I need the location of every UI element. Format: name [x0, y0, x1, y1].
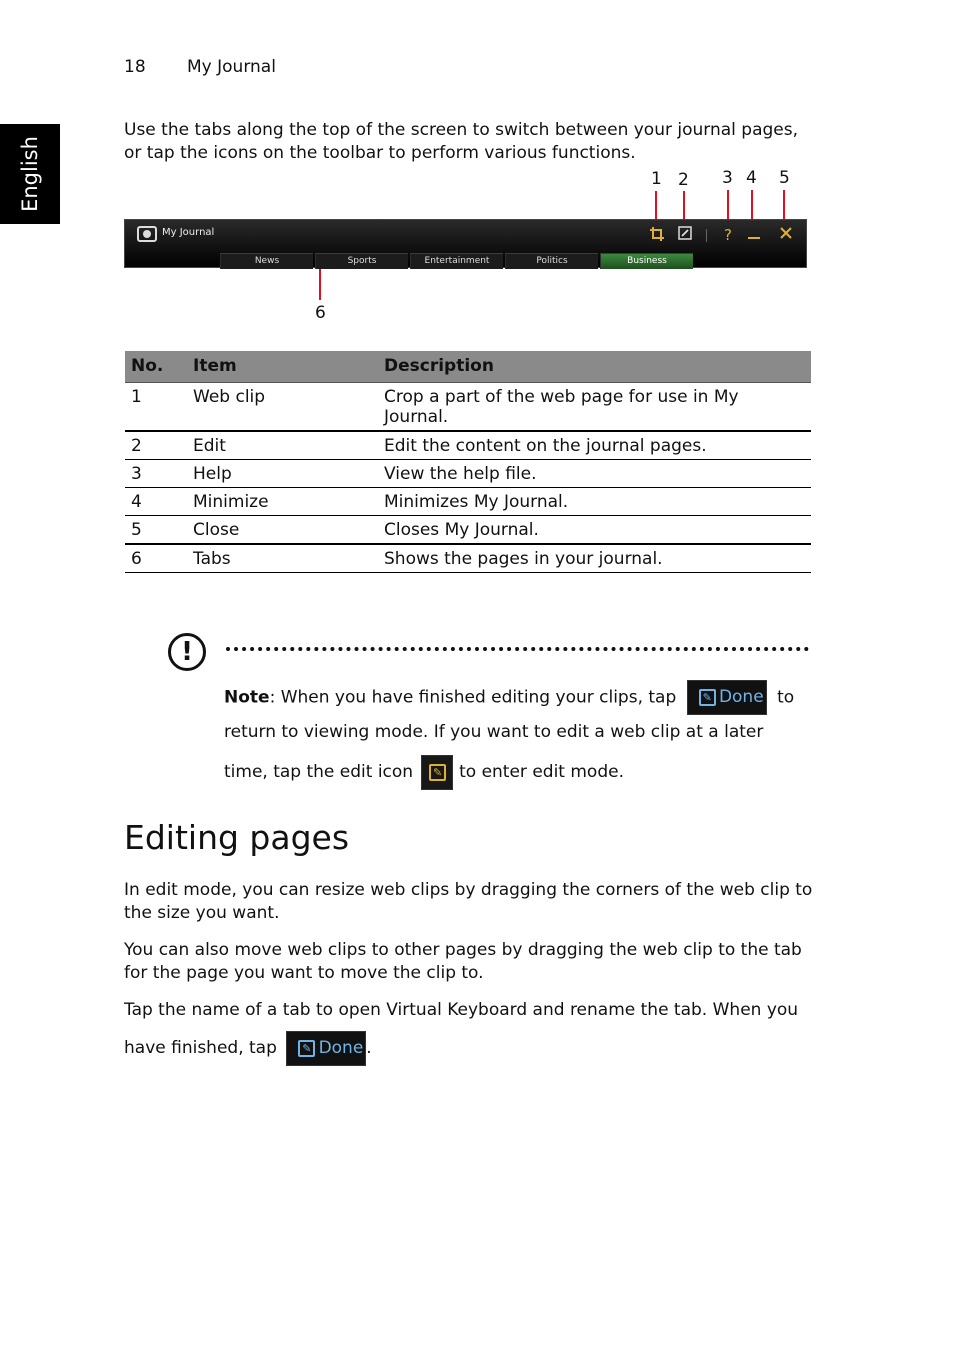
note-line-1	[224, 680, 810, 715]
tab-politics[interactable]: Politics	[505, 253, 598, 269]
row-number: 5	[125, 516, 187, 545]
row-number: 1	[125, 383, 187, 432]
note-text-3b: to enter edit mode.	[459, 762, 624, 782]
toolbar-separator	[706, 229, 707, 242]
pencil-icon: ✎	[699, 689, 716, 706]
toolbar-app-title: My Journal	[162, 227, 215, 238]
table-row	[125, 544, 811, 573]
table-row	[125, 460, 811, 488]
journal-toolbar	[124, 219, 807, 268]
row-item: Close	[187, 516, 378, 545]
table-row	[125, 488, 811, 516]
row-number: 4	[125, 488, 187, 516]
row-item: Tabs	[187, 544, 378, 573]
tab-entertainment[interactable]: Entertainment	[410, 253, 503, 269]
row-description: Edit the content on the journal pages.	[378, 431, 811, 460]
paragraph-move: You can also move web clips to other pages by dragging the web clip to the tab for the page you want to move the clip to.	[124, 940, 802, 983]
column-header-item: Item	[187, 351, 378, 383]
callout-6: 6	[315, 303, 326, 323]
web-clip-icon[interactable]	[648, 226, 666, 244]
row-item: Edit	[187, 431, 378, 460]
row-description: Closes My Journal.	[378, 516, 811, 545]
tab-news[interactable]: News	[220, 253, 313, 269]
note-text-1a: : When you have finished editing your clips, tap	[269, 687, 677, 708]
note-text-1b: to	[777, 687, 795, 708]
edit-button-image	[421, 755, 453, 790]
done-label: Done	[718, 687, 764, 707]
row-description: Minimizes My Journal.	[378, 488, 811, 516]
tab-business[interactable]: Business	[600, 253, 693, 269]
note-text-3a: time, tap the edit icon	[224, 762, 414, 782]
note-warning-icon: !	[168, 633, 206, 671]
intro-paragraph: Use the tabs along the top of the screen to switch between your journal pages, or tap the icons on the toolbar to perform various functions.	[124, 120, 798, 163]
table-row	[125, 383, 811, 432]
table-row	[125, 516, 811, 545]
paragraph-resize: In edit mode, you can resize web clips by dragging the corners of the web clip to the size you want.	[124, 880, 813, 923]
callout-1: 1	[651, 169, 662, 189]
note-line-3	[224, 750, 810, 794]
minimize-icon[interactable]	[745, 226, 763, 244]
section-title: Editing pages	[124, 818, 350, 857]
journal-logo-icon	[137, 226, 157, 242]
language-side-tab	[0, 124, 60, 224]
row-number: 3	[125, 460, 187, 488]
paragraph-finish	[124, 1030, 814, 1066]
language-label: English	[18, 136, 42, 212]
column-header-description: Description	[378, 351, 811, 383]
paragraph-rename: Tap the name of a tab to open Virtual Keyboard and rename the tab. When you	[124, 1000, 799, 1020]
callout-3: 3	[722, 168, 733, 188]
table-header-row	[125, 351, 811, 383]
row-description: Shows the pages in your journal.	[378, 544, 811, 573]
row-item: Web clip	[187, 383, 378, 432]
callout-2: 2	[678, 170, 689, 190]
page-number: 18	[124, 57, 146, 77]
row-description: Crop a part of the web page for use in My Journal.	[378, 383, 811, 432]
edit-icon[interactable]	[676, 226, 694, 244]
row-item: Help	[187, 460, 378, 488]
row-item: Minimize	[187, 488, 378, 516]
callout-4: 4	[746, 168, 757, 188]
pencil-icon: ✎	[298, 1040, 315, 1057]
toolbar-items-table	[125, 351, 811, 573]
callout-line-6	[319, 264, 321, 300]
note-dotted-divider	[226, 647, 809, 651]
running-header: My Journal	[187, 57, 276, 77]
close-icon[interactable]	[777, 226, 795, 244]
column-header-no: No.	[125, 351, 187, 383]
callout-5: 5	[779, 168, 790, 188]
note-line-2: return to viewing mode. If you want to edit a web clip at a later	[224, 722, 764, 742]
tab-sports[interactable]: Sports	[315, 253, 408, 269]
finish-text: have finished, tap	[124, 1038, 277, 1058]
finish-period: .	[366, 1038, 372, 1058]
done-label: Done	[318, 1037, 364, 1058]
row-number: 6	[125, 544, 187, 573]
row-description: View the help file.	[378, 460, 811, 488]
table-row	[125, 431, 811, 460]
done-button-image	[687, 680, 767, 715]
help-icon[interactable]: ?	[724, 226, 732, 244]
row-number: 2	[125, 431, 187, 460]
pencil-icon: ✎	[429, 764, 446, 781]
done-button-image	[286, 1031, 366, 1066]
note-block	[224, 680, 810, 794]
note-label: Note	[224, 687, 270, 708]
